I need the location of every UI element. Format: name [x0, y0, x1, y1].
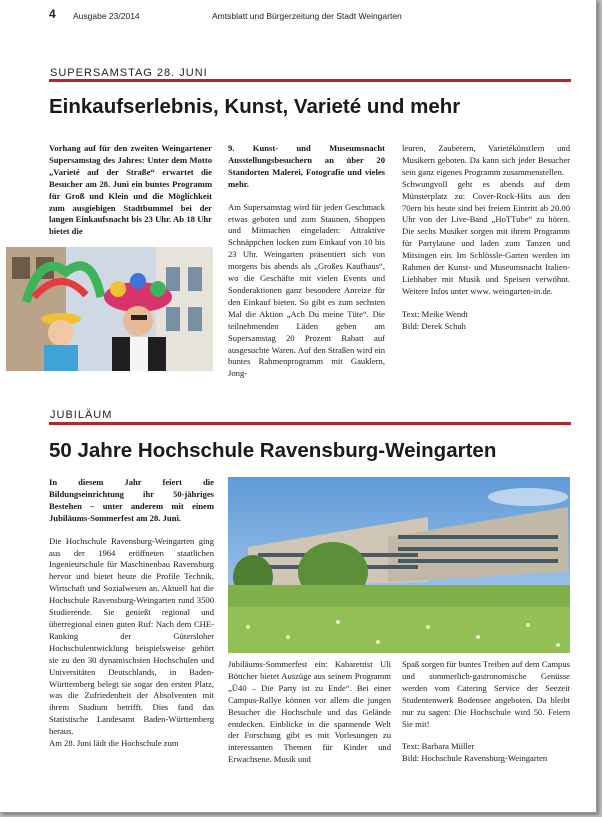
campus-building-image: [228, 477, 570, 653]
balloon-hats-image: [6, 247, 213, 371]
issue-label: Ausgabe 23/2014: [73, 11, 140, 21]
article2-kicker: JUBILÄUM: [50, 409, 113, 421]
article1-kicker: SUPERSAMSTAG 28. JUNI: [50, 67, 208, 79]
article1-col3: [402, 143, 570, 333]
article2-col3: [402, 659, 570, 765]
article2-col2: [228, 659, 391, 766]
article1-body-col2: Am Supersamstag wird für jeden Geschmack etwas geboten und zum Staunen, Shoppen und Mitmachen eingeladen: Attraktive Schnäppchen locken zum Einkauf von 10 bis 23 Uhr. Weingarten präsentiert sich von morgens bis abends als „Großes Kaufhaus“, wo die Geschäfte mit vielen Events und Sonderaktionen ganz besondere Anreize für den Einkauf bieten. So gibt es zum sechsten Mal die Aktion „Ach Du meine Tüte“. Die teilnehmenden Läden geben am Supersamstag 20 Prozent Rabatt auf ausgesuchte Waren. Auf den Straßen wird ein buntes Rahmenprogramm mit Gauklern, Jong-: [228, 201, 385, 379]
article1-col2: [228, 143, 385, 380]
article2-credit-text: Text: Barbara Müller: [402, 741, 475, 752]
article1-credit-photo: Bild: Derek Schuh: [402, 320, 466, 331]
article1-rule: [49, 79, 571, 82]
article2-rule: [49, 422, 571, 425]
article1-col1: [49, 143, 212, 238]
article2-photo-campus: [228, 477, 570, 653]
article1-photo-balloon-hats: [6, 247, 213, 371]
paper-title: Amtsblatt und Bürgerzeitung der Stadt Weingarten: [212, 11, 402, 21]
article1-body-col3b: Schwungvoll geht es abends auf dem Münsterplatz zu: Cover-Rock-Hits aus den 70ern bis heute sind bei freiem Eintritt ab 20.00 Uhr von der Live-Band „HoTTube“ zu hören. Die sechs Musiker sorgen mit ihrem Programm für Partylaune und laden zum Tanzen und Mitsingen ein. Im Schlössle-Garten werden im Rahmen der Kunst- und Museumsnacht Italien-Liebhaber mit Musik und Speisen verwöhnt. Weitere Infos unter www. weingarten-in.de.: [402, 178, 570, 296]
article2-body-col2: Jubiläums-Sommerfest ein: Kabarettist Uli Böttcher bietet Auszüge aus seinem Programm „Ü40 – Die Party ist zu Ende“. Bei einer Campus-Rallye können vor allem die jungen Besucher die Hochschule und das Gelände entdecken. Einblicke in die spannende Welt der Forschung gibt es mit Vorlesungen zu interessanten Themen für Kinder und Erwachsene. Musik und: [228, 659, 391, 765]
article2-body-col1a: Die Hochschule Ravensburg-Weingarten ging aus der 1964 eröffneten staatlichen Ingenieurschule für Maschinenbau Ravensburg hervor und bietet heute die Profile Technik, Wirtschaft und Sozialwesen an. Aktuell hat die Hochschule Ravensburg-Weingarten rund 3500 Studierende. Sie genießt regional und überregional einen guten Ruf: Nach dem CHE-Ranking der Gütersloher Hochschulentwicklung beispielsweise gehört sie zu den 30 dynamischsten Hochschulen und Universitäten Deutschlands, in Baden-Württemberg belegt sie sogar den ersten Platz, was die Zufriedenheit der Absolventen mit ihrem Studium betrifft. Dies fand das Statistische Landesamt Baden-Württemberg heraus.: [49, 535, 214, 737]
article2-col1: [49, 477, 214, 750]
article1-headline: Einkaufserlebnis, Kunst, Varieté und mehr: [49, 95, 461, 118]
article2-body-col1b: Am 28. Juni lädt die Hochschule zum: [49, 738, 179, 749]
article2-lead: In diesem Jahr feiert die Bildungseinrichtung ihr 50-jähriges Bestehen – unter anderem mit einem Jubiläums-Sommerfest am 28. Juni.: [49, 477, 214, 523]
article1-lead-b: 9. Kunst- und Museumsnacht Ausstellungsbesuchern an über 20 Standorten Malerei, Fotografie und vieles mehr.: [228, 143, 385, 189]
article1-credit-text: Text: Meike Wendt: [402, 308, 468, 319]
article1-body-col3a: leuren, Zauberern, Varietékünstlern und Musikern geboten. Da kann sich jeder Besucher sein ganz eigenes Programm zusammenstellen.: [402, 143, 570, 177]
article2-body-col3: Spaß sorgen für buntes Treiben auf dem Campus und sommerlich-gastronomische Genüsse werden vom Catering Service der Seezeit Studentenwerk Bodensee angeboten. Da bleibt nur zu sagen: Die Hochschule wird 50. Feiern Sie mit!: [402, 659, 570, 729]
article2-credit-photo: Bild: Hochschule Ravensburg-Weingarten: [402, 753, 548, 764]
article1-lead-a: Vorhang auf für den zweiten Weingartener Supersamstag des Jahres: Unter dem Motto „Varieté auf der Straße“ erwartet die Besucher am 28. Juni ein buntes Programm für Groß und Klein und die Möglichkeit zum ausgiebigen Stadtbummel bei der langen Einkaufsnacht bis 23 Uhr. Ab 18 Uhr bietet die: [49, 143, 212, 237]
page-number: 4: [49, 7, 56, 21]
article2-headline: 50 Jahre Hochschule Ravensburg-Weingarten: [49, 439, 497, 462]
